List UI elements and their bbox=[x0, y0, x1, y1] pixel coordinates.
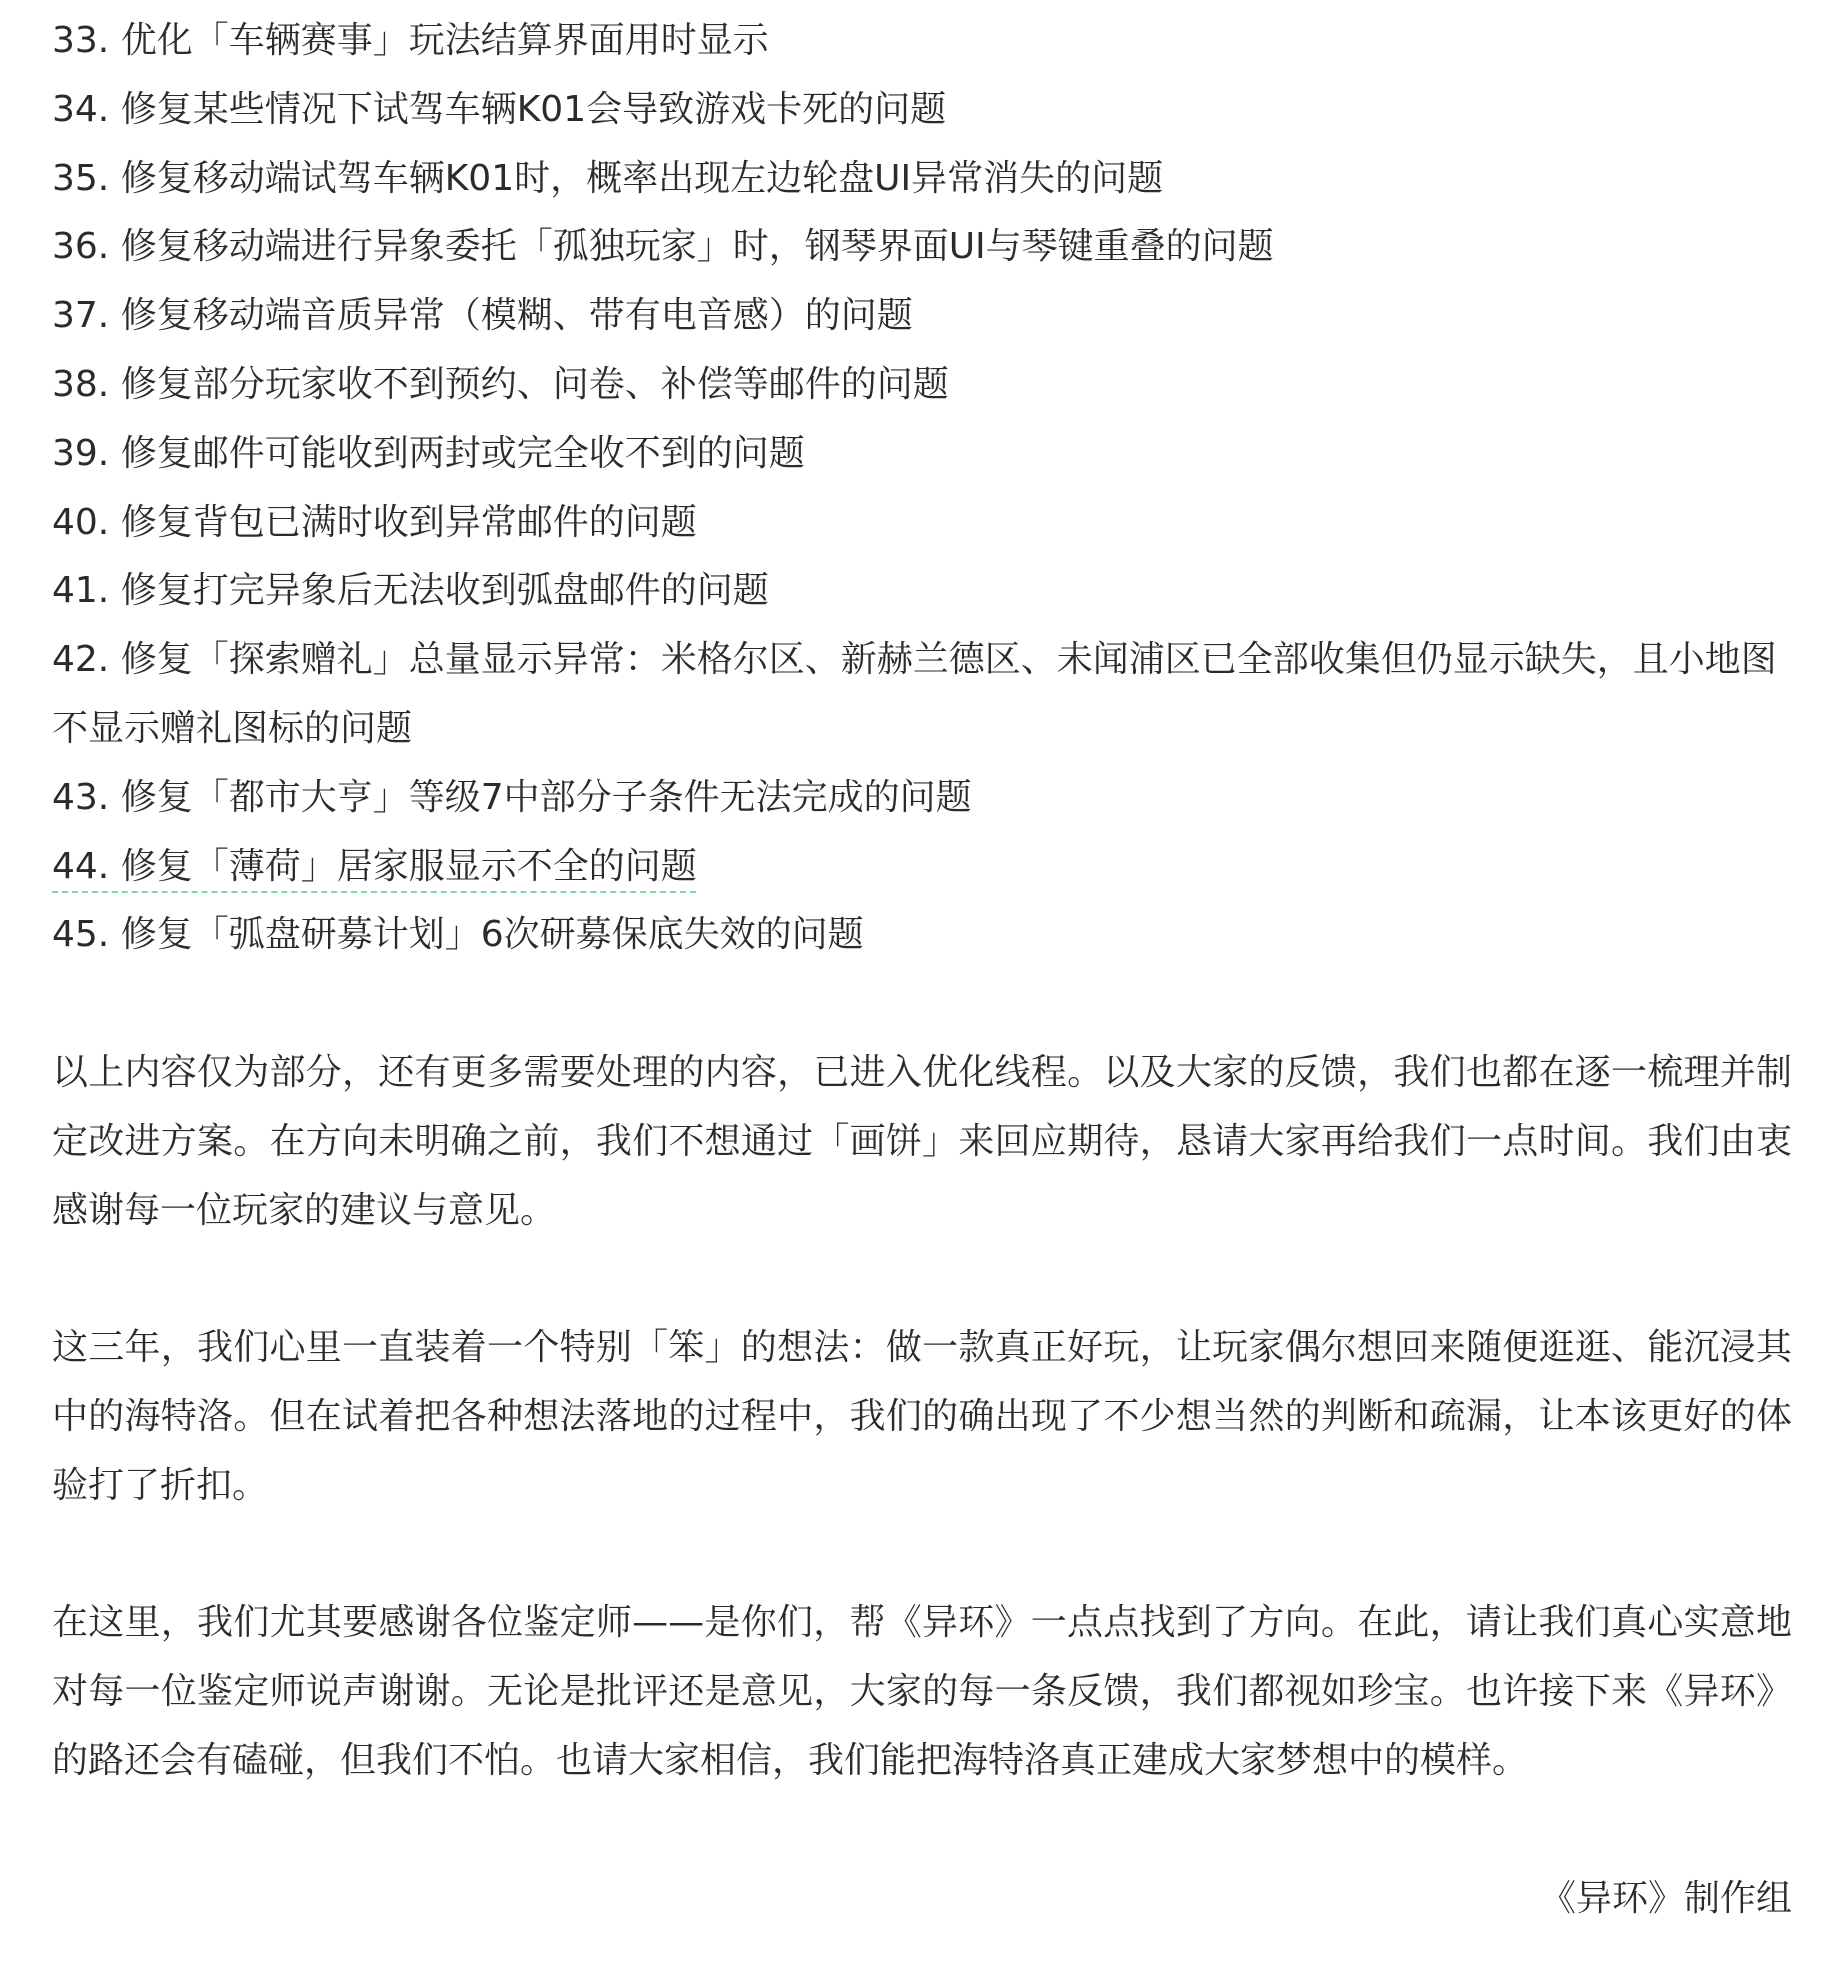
list-item: 33. 优化「车辆赛事」玩法结算界面用时显示 bbox=[52, 20, 769, 61]
list-item: 42. 修复「探索赠礼」总量显示异常：米格尔区、新赫兰德区、未闻浦区已全部收集但仍显示缺失，且小地图不显示赠礼图标的问题 bbox=[52, 639, 1777, 749]
spacer bbox=[52, 1796, 1792, 1865]
list-item: 34. 修复某些情况下试驾车辆K01会导致游戏卡死的问题 bbox=[52, 88, 947, 130]
paragraph-summary: 以上内容仅为部分，还有更多需要处理的内容，已进入优化线程。以及大家的反馈，我们也都在逐一梳理并制定改进方案。在方向未明确之前，我们不想通过「画饼」来回应期待，恳请大家再给我们一点时间。我们由衷感谢每一位玩家的建议与意见。 bbox=[52, 1051, 1792, 1231]
list-item: 38. 修复部分玩家收不到预约、问卷、补偿等邮件的问题 bbox=[52, 363, 949, 405]
spacer bbox=[52, 1521, 1792, 1590]
list-item: 43. 修复「都市大亨」等级7中部分子条件无法完成的问题 bbox=[52, 776, 972, 818]
spacer bbox=[52, 1245, 1792, 1314]
spacer bbox=[52, 970, 1792, 1039]
list-item: 40. 修复背包已满时收到异常邮件的问题 bbox=[52, 501, 697, 543]
announcement-document bbox=[52, 0, 1792, 1933]
fix-list bbox=[52, 7, 1792, 970]
signature: 《异环》制作组 bbox=[1539, 1877, 1792, 1919]
paragraph-thanks: 在这里，我们尤其要感谢各位鉴定师——是你们，帮《异环》一点点找到了方向。在此，请让我们真心实意地对每一位鉴定师说声谢谢。无论是批评还是意见，大家的每一条反馈，我们都视如珍宝。也许接下来《异环》的路还会有磕碰，但我们不怕。也请大家相信，我们能把海特洛真正建成大家梦想中的模样。 bbox=[52, 1602, 1792, 1781]
list-item: 41. 修复打完异象后无法收到弧盘邮件的问题 bbox=[52, 570, 769, 612]
list-item: 45. 修复「弧盘研募计划」6次研募保底失效的问题 bbox=[52, 914, 864, 956]
list-item: 36. 修复移动端进行异象委托「孤独玩家」时，钢琴界面UI与琴键重叠的问题 bbox=[52, 226, 1274, 268]
list-item: 35. 修复移动端试驾车辆K01时，概率出现左边轮盘UI异常消失的问题 bbox=[52, 157, 1164, 199]
list-item: 39. 修复邮件可能收到两封或完全收不到的问题 bbox=[52, 432, 805, 474]
list-item: 37. 修复移动端音质异常（模糊、带有电音感）的问题 bbox=[52, 295, 913, 337]
list-item-underlined[interactable]: 44. 修复「薄荷」居家服显示不全的问题 bbox=[52, 845, 697, 887]
paragraph-reflection: 这三年，我们心里一直装着一个特别「笨」的想法：做一款真正好玩，让玩家偶尔想回来随便逛逛、能沉浸其中的海特洛。但在试着把各种想法落地的过程中，我们的确出现了不少想当然的判断和疏漏，让本该更好的体验打了折扣。 bbox=[52, 1327, 1792, 1506]
